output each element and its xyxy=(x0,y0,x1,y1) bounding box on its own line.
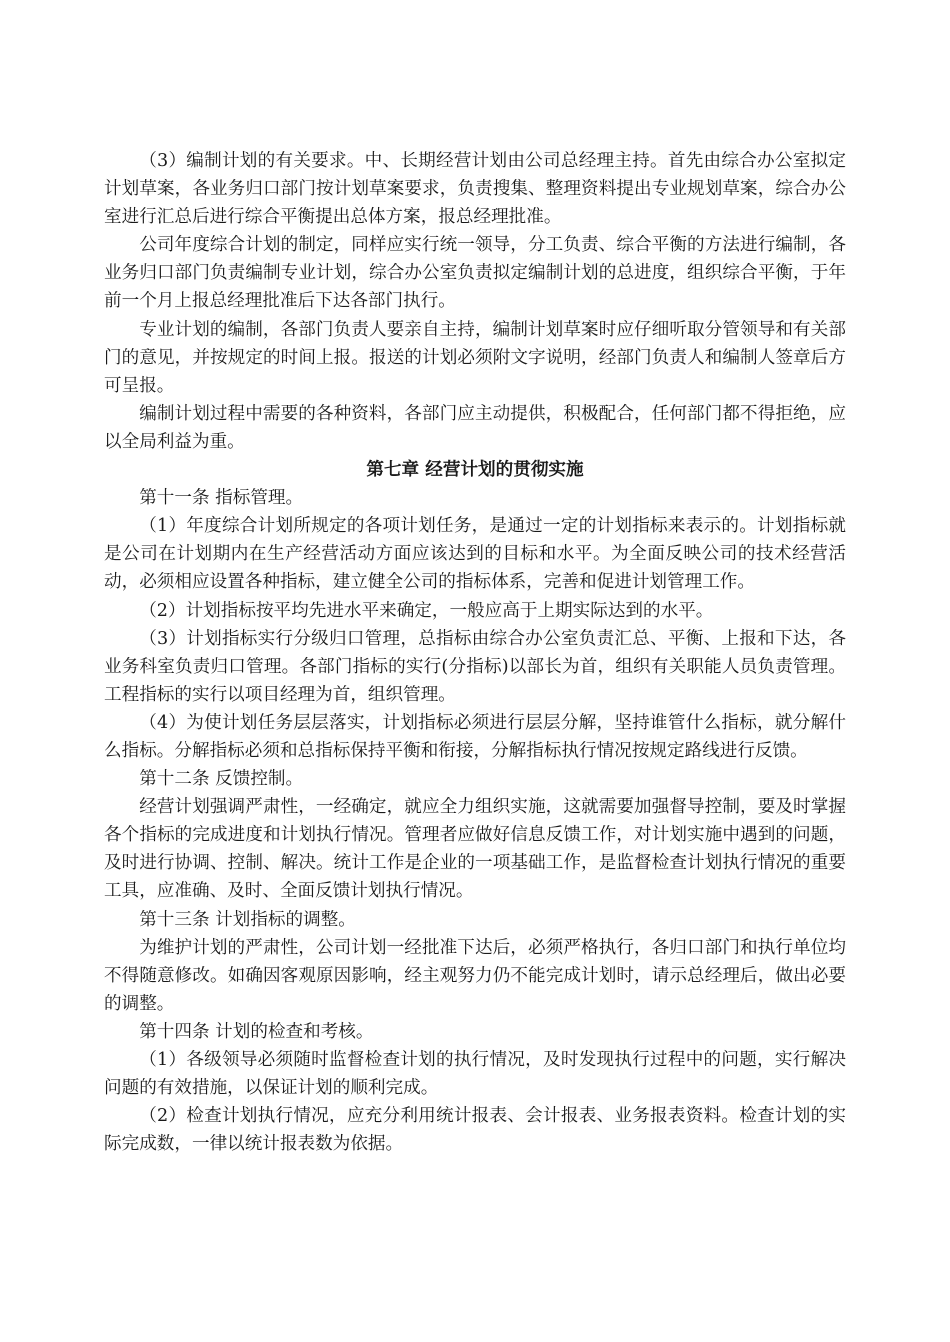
paragraph: （3）编制计划的有关要求。中、长期经营计划由公司总经理主持。首先由综合办公室拟定计划草案，各业务归口部门按计划草案要求，负责搜集、整理资料提出专业规划草案，综合办公室进行汇总后进行综合平衡提出总体方案，报总经理批准。 xyxy=(104,151,846,228)
paragraph: （4）为使计划任务层层落实，计划指标必须进行层层分解，坚持谁管什么指标，就分解什么指标。分解指标必须和总指标保持平衡和衔接，分解指标执行情况按规定路线进行反馈。 xyxy=(104,712,846,761)
chapter-heading: 第七章 经营计划的贯彻实施 xyxy=(366,460,584,481)
paragraph: （3）计划指标实行分级归口管理，总指标由综合办公室负责汇总、平衡、上报和下达，各业务科室负责归口管理。各部门指标的实行(分指标)以部长为首，组织有关职能人员负责管理。工程指标的实行以项目经理为首，组织管理。 xyxy=(104,628,846,705)
paragraph: 为维护计划的严肃性，公司计划一经批准下达后，必须严格执行，各归口部门和执行单位均不得随意修改。如确因客观原因影响，经主观努力仍不能完成计划时，请示总经理后，做出必要的调整。 xyxy=(104,937,846,1014)
paragraph: 专业计划的编制，各部门负责人要亲自主持，编制计划草案时应仔细听取分管领导和有关部门的意见，并按规定的时间上报。报送的计划必须附文字说明，经部门负责人和编制人签章后方可呈报。 xyxy=(104,319,846,396)
paragraph: （1）各级领导必须随时监督检查计划的执行情况，及时发现执行过程中的问题，实行解决问题的有效措施，以保证计划的顺利完成。 xyxy=(104,1050,846,1099)
paragraph: （1）年度综合计划所规定的各项计划任务，是通过一定的计划指标来表示的。计划指标就是公司在计划期内在生产经营活动方面应该达到的目标和水平。为全面反映公司的技术经营活动，必须相应设置各种指标，建立健全公司的指标体系，完善和促进计划管理工作。 xyxy=(104,516,846,593)
paragraph: 公司年度综合计划的制定，同样应实行统一领导，分工负责、综合平衡的方法进行编制，各业务归口部门负责编制专业计划，综合办公室负责拟定编制计划的总进度，组织综合平衡，于年前一个月上报总经理批准后下达各部门执行。 xyxy=(104,235,846,312)
article-title: 第十二条 反馈控制。 xyxy=(139,769,304,790)
article-title: 第十四条 计划的检查和考核。 xyxy=(139,1021,374,1042)
article-title: 第十一条 指标管理。 xyxy=(139,488,304,509)
paragraph: 编制计划过程中需要的各种资料，各部门应主动提供，积极配合，任何部门都不得拒绝，应以全局利益为重。 xyxy=(104,403,846,452)
paragraph: （2）计划指标按平均先进水平来确定，一般应高于上期实际达到的水平。 xyxy=(139,600,714,621)
article-title: 第十三条 计划指标的调整。 xyxy=(139,909,356,930)
paragraph: （2）检查计划执行情况，应充分利用统计报表、会计报表、业务报表资料。检查计划的实际完成数，一律以统计报表数为依据。 xyxy=(104,1106,846,1155)
document-page xyxy=(104,147,846,1158)
paragraph: 经营计划强调严肃性，一经确定，就应全力组织实施，这就需要加强督导控制，要及时掌握各个指标的完成进度和计划执行情况。管理者应做好信息反馈工作，对计划实施中遇到的问题，及时进行协调、控制、解决。统计工作是企业的一项基础工作，是监督检查计划执行情况的重要工具，应准确、及时、全面反馈计划执行情况。 xyxy=(104,797,846,902)
